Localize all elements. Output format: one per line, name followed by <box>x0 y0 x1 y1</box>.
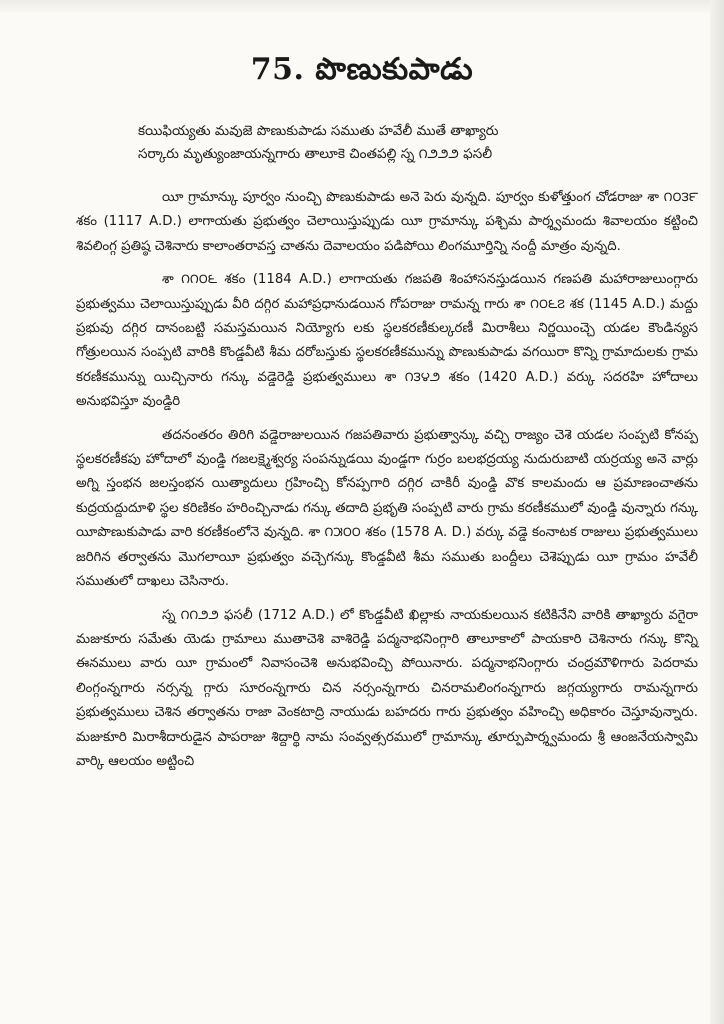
scan-right-edge <box>710 0 724 1024</box>
page-title: 75. పొణుకుపాడు <box>250 52 474 87</box>
subtitle-line-1: కయిఫియ్యతు మవుజె పొణుకుపాడు సముతు హవేలీ ముతే తాఖ్యారు <box>138 123 499 139</box>
scan-top-shadow <box>0 0 724 14</box>
body-text <box>76 186 698 783</box>
subtitle-line-2: సర్కారు మృత్యుంజాయన్నగారు తాలూకె చింతపల్లి స్న ౧౨౨౨ ఫసలీ <box>138 146 493 162</box>
paragraph-1: యీ గ్రామాన్కు పూర్వం నుంచ్చి పొణుకుపాడు అనె పెరు వున్నది. పూర్వం కుళోత్తుంగ చోడరాజు శా ౧౦౩౯ శకం (1117 A.D.) లాగాయతు ప్రభుత్వం చెలాయిస్తుప్పుడు యీ గ్రామాన్కు పశ్చిమ పార్శ్వమందు శివాలయం కట్టించి శివలింగ్గ ప్రతిష్ఠ చెశినారు కాలాంతరావస్త చాతను దెవాలయం పడిపోయి లింగమూర్తిన్ని నంద్దీ మాత్రం వున్నది. <box>76 190 698 254</box>
paragraph-4: స్న ౧౧౨౨ ఫసలీ (1712 A.D.) లో కొండ్డవీటి ఖిల్లాకు నాయకులయిన కటికినేని వారికి తాఖ్యారు వగైరా మజుకూరు సమేతు యెడు గ్రామాలు ముతాచెశి వాశిరెడ్డి పద్మనాభనింగ్గారి తాలూకాలో పాయకారి చెశినారు గన్కు కొన్ని ఈనములు వారు యీ గ్రామంలో నివాసంచెశి అనుభవించ్చి పోయినారు. పద్మనాభనింగ్గారు చంద్రమౌళిగారు పెదరామ లింగ్గంన్నగారు నర్సన్న గ్గారు సూరంన్నగారు చిన నర్సంన్నగారు చినరామలింగంన్నగారు జగ్గయ్యగారు రామన్నగారు ప్రభుత్వములు చెశిన తర్వాతను రాజా వెంకటాద్రి నాయుడు బహదరు గారు ప్రభుత్వం వహించ్చి అధికారం చెస్తూవున్నారు. మజుకూరి మిరాశీదారుడైన పాపరాజు శిద్దార్థి నామ సంవ్వత్సరములో గ్రామాన్కు తూర్పుపార్శ్వమందు శ్రీ ఆంజనేయస్వామి వార్కి ఆలయం అట్టించి <box>76 607 698 769</box>
paragraph-3: తదనంతరం తిరిగి వడ్డెరాజులయిన గజపతివారు ప్రభుత్వాన్కు వచ్చి రాజ్యం చెశె యడల సంప్పటి కోనప్ప స్థలకరణీకపు హోదాలో వుండ్డి గజలక్ష్మెశ్వర్య సంపన్నుడయి వుండ్డగా గుర్రం బలభద్రయ్య నుదురుబాటి యర్రయ్య అనె వార్లు అగ్ని స్తంభన జలస్తంభన యిత్యాదులు గ్రహించ్చి కోనప్పగారి దగ్గిర చాకిరీ వుండ్డి వొక కాలమందు ఆ ప్రమాణంచాతను కుద్రయద్దుదూళి స్థల కరిణికం హరించ్చినాడు గన్కు తదాది ప్రభృతి సంప్పటి వారు గ్రామ కరణీకములో వుండ్డి వున్నారు గన్కు యీపొణుకుపాడు వారి కరణీకంలోనె వున్నది. శా ౧౫౦౦ శకం (1578 A. D.) వర్కు వడ్డె కంనాటక రాజులు ప్రభుత్వములు జరిగిన తర్వాతను మొగలాయీ ప్రభుత్వం వచ్చెగన్కు కొండ్డవీటి శీమ సముతు బంద్దీలు చెశెప్పుడు యీ గ్రామం హవేలీ సముతులో దాఖలు చెసినారు. <box>76 427 698 590</box>
paragraph-2: శా ౧౧౦౬ శకం (1184 A.D.) లాగాయతు గజపతి శింహాసనస్తుడయిన గణపతి మహారాజులుంగ్గారు ప్రభుత్వము చెలాయిస్తుప్పుడు వీరి దగ్గిర మహాప్రధానుడయిన గోపరాజు రామన్న గారు శా ౧౦౬౭ శక (1145 A.D.) మద్దు ప్రభువు దగ్గిర దానంబట్టి సమస్తమయిన నియ్యోగు లకు స్థలకరణీకుల్కరణీ మిరాశీలు నిర్ణయించ్చె యడల కౌండిన్యస గోత్రులయిన సంప్పటి వారికి కొండ్డవీటి శీమ దరోబస్తుకు స్థలకరణీకమున్ను పొణుకుపాడు వగయిరా కొన్ని గ్రామాదులకు గ్రామ కరణీకమున్ను యిచ్చినారు గన్కు వడ్డెరెడ్డి ప్రభుత్వములు శా ౧౩౪౨ శకం (1420 A.D.) వర్కు సదరహి హోదాలు అనుభవిస్తూ వుండ్డిరి <box>76 272 698 410</box>
